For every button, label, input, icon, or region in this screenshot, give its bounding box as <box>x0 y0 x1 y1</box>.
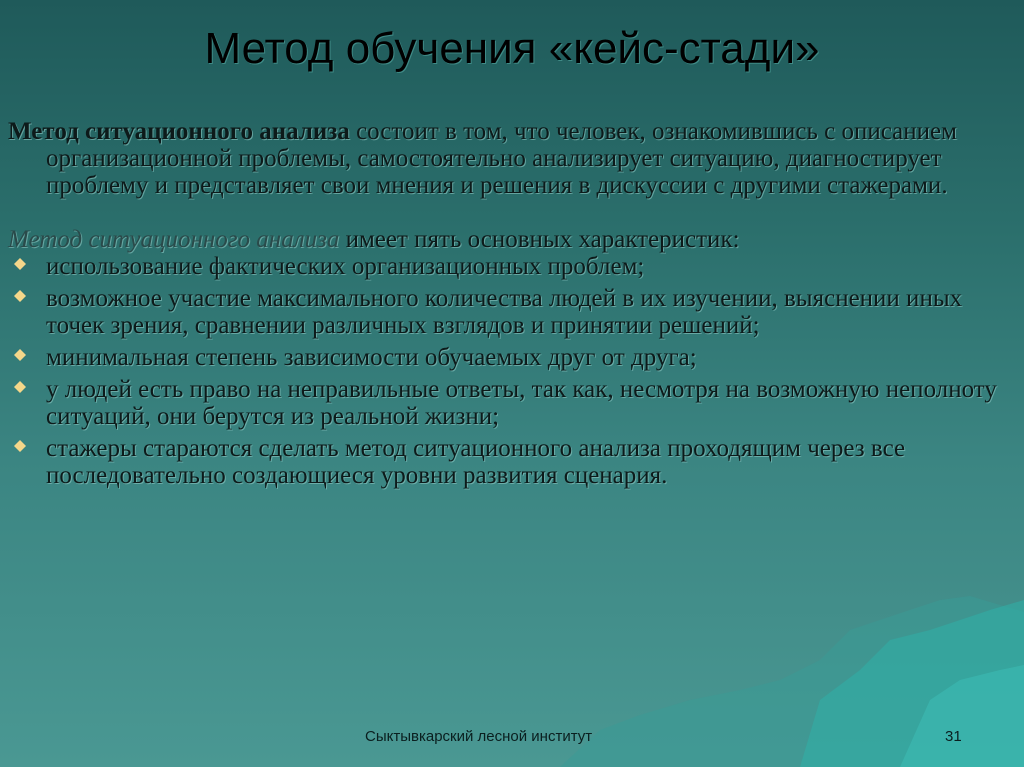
list-item <box>8 344 998 371</box>
list-item-text: использование фактических организационных проблем; <box>46 253 645 280</box>
diamond-bullet-icon <box>14 440 26 452</box>
footer-institution: Сыктывкарский лесной институт <box>365 728 593 745</box>
diamond-bullet-icon <box>14 290 26 302</box>
page-number: 31 <box>945 728 962 745</box>
definition-text: состоит в том, что человек, ознакомившись с описанием организационной проблемы, самостоятельно анализирует ситуацию, диагностирует проблему и представляет свои мнения и решения в дискуссии с другими стажерами. <box>46 118 957 199</box>
list-item <box>8 435 998 489</box>
list-item <box>8 253 998 280</box>
intro-line <box>8 226 998 253</box>
diamond-bullet-icon <box>14 349 26 361</box>
slide-title: Метод обучения «кейс-стади» <box>204 24 820 73</box>
list-item-text: возможное участие максимального количества людей в их изучении, выяснении иных точек зрения, сравнении различных взглядов и принятии решений; <box>46 285 963 339</box>
intro-text: имеет пять основных характеристик: <box>339 226 740 253</box>
definition-term: Метод ситуационного анализа <box>8 118 350 145</box>
slide-content <box>8 118 998 494</box>
list-item-text: минимальная степень зависимости обучаемых друг от друга; <box>46 344 697 371</box>
diamond-bullet-icon <box>14 381 26 393</box>
list-item-text: у людей есть право на неправильные ответы, так как, несмотря на возможную неполноту ситуаций, они берутся из реальной жизни; <box>46 376 997 430</box>
characteristics-list <box>8 253 998 489</box>
definition-paragraph <box>8 118 998 199</box>
diamond-bullet-icon <box>14 258 26 270</box>
intro-term: Метод ситуационного анализа <box>8 226 340 253</box>
list-item-text: стажеры стараются сделать метод ситуационного анализа проходящим через все последовательно создающиеся уровни развития сценария. <box>46 435 906 489</box>
list-item <box>8 285 998 339</box>
list-item <box>8 376 998 430</box>
